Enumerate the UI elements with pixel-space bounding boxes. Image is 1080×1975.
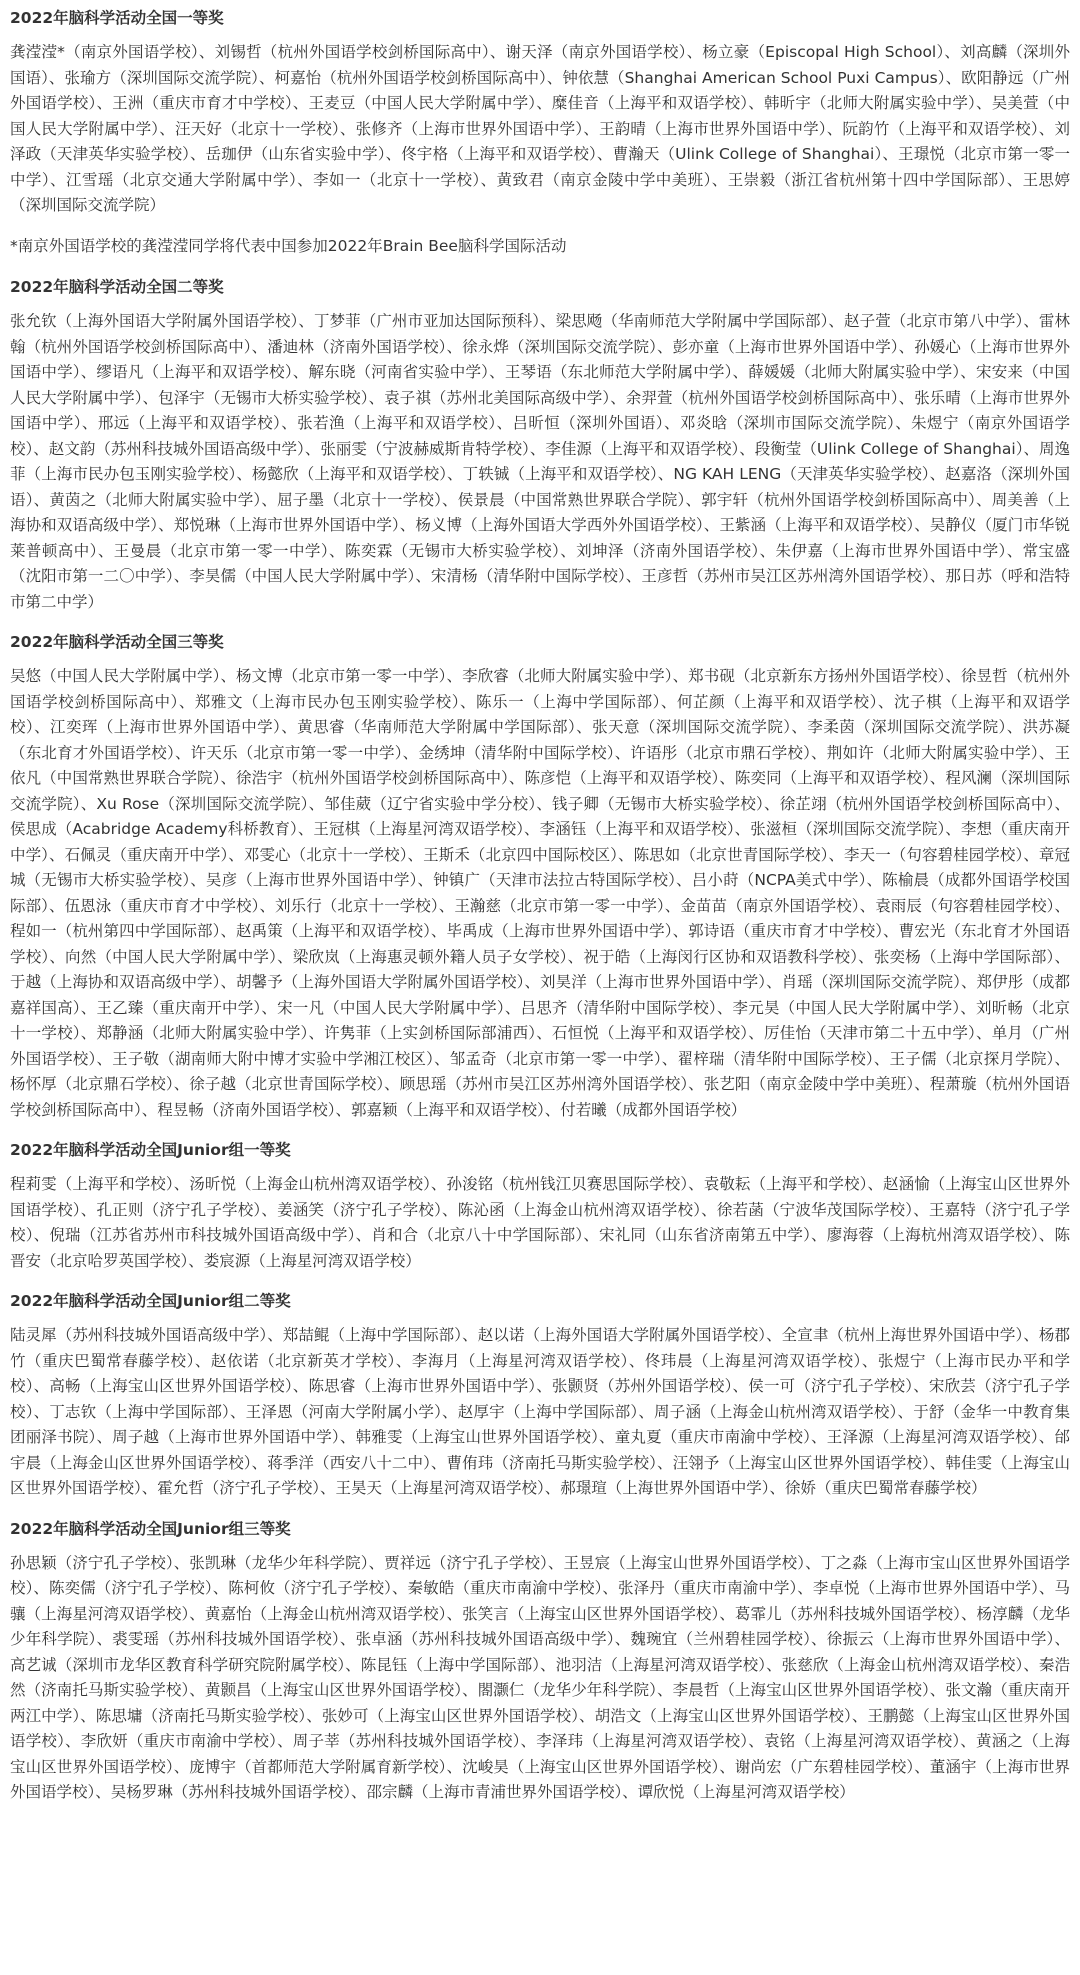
winner-list: 龚滢滢*（南京外国语学校）、刘锡哲（杭州外国语学校剑桥国际高中）、谢天泽（南京外国语学校）、杨立豪（Episcopal High School）、刘高麟（深圳外国语）、张瑜方（深圳国际交流学院）、柯嘉怡（杭州外国语学校剑桥国际高中）、钟依慧（Shanghai American School Puxi Campus）、欧阳静远（广州外国语学校）、王洲（重庆市育才中学校）、王麦豆（中国人民大学附属中学）、糜佳音（上海平和双语学校）、韩昕宇（北师大附属实验中学）、吴美萱（中国人民大学附属中学）、汪天好（北京十一学校）、张修齐（上海市世界外国语中学）、王韵晴（上海市世界外国语中学）、阮韵竹（上海平和双语学校）、刘泽政（天津英华实验学校）、岳珈伊（山东省实验中学）、佟宇格（上海平和双语学校）、曹瀚天（Ulink College of Shanghai）、王璟悦（北京市第一零一中学）、江雪瑶（北京交通大学附属中学）、李如一（北京十一学校）、黄致君（南京金陵中学中美班）、王崇毅（浙江省杭州第十四中学国际部）、王思婷（深圳国际交流学院）: [10, 43, 1070, 214]
section-junior-third-prize: [10, 1517, 1070, 1806]
winner-list: 程莉雯（上海平和学校）、汤昕悦（上海金山杭州湾双语学校）、孙浚铭（杭州钱江贝赛思国际学校）、袁敬耘（上海平和学校）、赵涵愉（上海宝山区世界外国语学校）、孔正则（济宁孔子学校）、姜涵笑（济宁孔子学校）、陈沁函（上海金山杭州湾双语学校）、徐若菡（宁波华茂国际学校）、王嘉特（济宁孔子学校）、倪瑞（江苏省苏州市科技城外国语高级中学）、肖和合（北京八十中学国际部）、宋礼同（山东省济南第五中学）、廖海蓉（上海杭州湾双语学校）、陈晋安（北京哈罗英国学校）、娄宸源（上海星河湾双语学校）: [10, 1175, 1070, 1270]
section-heading: 2022年脑科学活动全国Junior组二等奖: [10, 1292, 291, 1310]
section-junior-second-prize: [10, 1289, 1070, 1502]
section-heading: 2022年脑科学活动全国三等奖: [10, 633, 224, 651]
section-second-prize: [10, 275, 1070, 615]
section-third-prize: [10, 630, 1070, 1123]
winner-list: 陆灵犀（苏州科技城外国语高级中学）、郑喆鲲（上海中学国际部）、赵以诺（上海外国语大学附属外国语学校）、全宣聿（杭州上海世界外国语中学）、杨郡竹（重庆巴蜀常春藤学校）、赵依诺（北京新英才学校）、李海月（上海星河湾双语学校）、佟玮晨（上海星河湾双语学校）、张煜宁（上海市民办平和学校）、高畅（上海宝山区世界外国语学校）、陈思睿（上海市世界外国语中学）、张颢贤（苏州外国语学校）、侯一可（济宁孔子学校）、宋欣芸（济宁孔子学校）、丁志钦（上海中学国际部）、王泽恩（河南大学附属小学）、赵厚宇（上海中学国际部）、周子涵（上海金山杭州湾双语学校）、于舒（金华一中教育集团丽泽书院）、周子越（上海市世界外国语中学）、韩雅雯（上海宝山世界外国语学校）、童丸夏（重庆市南渝中学校）、王泽源（上海星河湾双语学校）、邰宇晨（上海金山区世界外国语学校）、蒋季洋（西安八十二中）、曹侑玮（济南托马斯实验学校）、汪翎予（上海宝山区世界外国语学校）、韩佳雯（上海宝山区世界外国语学校）、霍允哲（济宁孔子学校）、王昊天（上海星河湾双语学校）、郝璟瑄（上海世界外国语中学）、徐娇（重庆巴蜀常春藤学校）: [10, 1326, 1070, 1497]
section-first-prize: [10, 6, 1070, 219]
section-heading: 2022年脑科学活动全国Junior组三等奖: [10, 1519, 291, 1538]
section-heading: 2022年脑科学活动全国一等奖: [10, 9, 224, 27]
section-heading: 2022年脑科学活动全国二等奖: [10, 278, 224, 296]
section-junior-first-prize: [10, 1138, 1070, 1274]
winner-list: 孙思颖（济宁孔子学校）、张凯琳（龙华少年科学院）、贾祥远（济宁孔子学校）、王昱宸（上海宝山世界外国语学校）、丁之淼（上海市宝山区世界外国语学校）、陈奕儒（济宁孔子学校）、陈柯攸（济宁孔子学校）、秦敏皓（重庆市南渝中学校）、张泽丹（重庆市南渝中学）、李卓悦（上海市世界外国语中学）、马骧（上海星河湾双语学校）、黄嘉怡（上海金山杭州湾双语学校）、张笑言（上海宝山区世界外国语学校）、葛霏儿（苏州科技城外国语学校）、杨淳麟（龙华少年科学院）、裘雯瑶（苏州科技城外国语学校）、张卓涵（苏州科技城外国语高级中学）、魏琬宜（兰州碧桂园学校）、徐振云（上海市世界外国语中学）、高艺诚（深圳市龙华区教育科学研究院附属学校）、陈昆钰（上海中学国际部）、池羽洁（上海星河湾双语学校）、张慈欣（上海金山杭州湾双语学校）、秦浩然（济南托马斯实验学校）、黄颢昌（上海宝山区世界外国语学校）、閤灏仁（龙华少年科学院）、李晨哲（上海宝山区世界外国语学校）、张文瀚（重庆南开两江中学）、陈思墉（济南托马斯实验学校）、张妙可（上海宝山区世界外国语学校）、胡浩文（上海宝山区世界外国语学校）、王鹏懿（上海宝山区世界外国语学校）、李欣妍（重庆市南渝中学校）、周子莘（苏州科技城外国语学校）、李泽玮（上海星河湾双语学校）、袁铭（上海星河湾双语学校）、黄涵之（上海宝山区世界外国语学校）、庞博宇（首都师范大学附属育新学校）、沈峻昊（上海宝山区世界外国语学校）、谢尚宏（广东碧桂园学校）、董涵宇（上海市世界外国语学校）、吴杨罗琳（苏州科技城外国语学校）、邵宗麟（上海市青浦世界外国语学校）、谭欣悦（上海星河湾双语学校）: [10, 1553, 1070, 1801]
representative-note: *南京外国语学校的龚滢滢同学将代表中国参加2022年Brain Bee脑科学国际活动: [10, 236, 567, 255]
section-heading: 2022年脑科学活动全国Junior组一等奖: [10, 1141, 291, 1159]
winner-list: 吴悠（中国人民大学附属中学）、杨文博（北京市第一零一中学）、李欣睿（北师大附属实验中学）、郑书砚（北京新东方扬州外国语学校）、徐昱哲（杭州外国语学校剑桥国际高中）、郑雅文（上海市民办包玉刚实验学校）、陈乐一（上海中学国际部）、何芷颜（上海平和双语学校）、沈子棋（上海平和双语学校）、江奕珲（上海市世界外国语中学）、黄思睿（华南师范大学附属中学国际部）、张天意（深圳国际交流学院）、李柔茵（深圳国际交流学院）、洪苏凝（东北育才外国语学校）、许天乐（北京市第一零一中学）、金绣坤（清华附中国际学校）、许语彤（北京市鼎石学校）、荆如许（北师大附属实验中学）、王依凡（中国常熟世界联合学院）、徐浩宇（杭州外国语学校剑桥国际高中）、陈彦恺（上海平和双语学校）、陈奕同（上海平和双语学校）、程风澜（深圳国际交流学院）、Xu Rose（深圳国际交流学院）、邹佳葳（辽宁省实验中学分校）、钱子卿（无锡市大桥实验学校）、徐芷翊（杭州外国语学校剑桥国际高中）、侯思成（Acabridge Academy科桥教育）、王冠棋（上海星河湾双语学校）、李涵钰（上海平和双语学校）、张滋桓（深圳国际交流学院）、李想（重庆南开中学）、石佩灵（重庆南开中学）、邓雯心（北京十一学校）、王斯禾（北京四中国际校区）、陈思如（北京世青国际学校）、李天一（句容碧桂园学校）、章冠城（无锡市大桥实验学校）、吴彦（上海市世界外国语中学）、钟镇广（天津市法拉古特国际学校）、吕小莳（NCPA美式中学）、陈榆晨（成都外国语学校国际部）、伍恩泳（重庆市育才中学校）、刘乐行（北京十一学校）、王瀚慈（北京市第一零一中学）、金苗苗（南京外国语学校）、袁雨辰（句容碧桂园学校）、程如一（杭州第四中学国际部）、赵禹策（上海平和双语学校）、毕禹成（上海市世界外国语中学）、郭诗语（重庆市育才中学校）、曹宏光（东北育才外国语学校）、向然（中国人民大学附属中学）、梁欣岚（上海惠灵顿外籍人员子女学校）、祝于皓（上海闵行区协和双语教科学校）、张奕杨（上海中学国际部）、于越（上海协和双语高级中学）、胡馨予（上海外国语大学附属外国语学校）、刘昊洋（上海市世界外国语中学）、肖瑶（深圳国际交流学院）、郑伊彤（成都嘉祥国高）、王乙臻（重庆南开中学）、宋一凡（中国人民大学附属中学）、吕思齐（清华附中国际学校）、李元昊（中国人民大学附属中学）、刘昕畅（北京十一学校）、郑静涵（北师大附属实验中学）、许隽菲（上实剑桥国际部浦西）、石恒悦（上海平和双语学校）、厉佳怡（天津市第二十五中学）、单月（广州外国语学校）、王子敬（湖南师大附中博才实验中学湘江校区）、邹孟奇（北京市第一零一中学）、翟梓瑞（清华附中国际学校）、王子儒（北京探月学院）、杨怀厚（北京鼎石学校）、徐子越（北京世青国际学校）、顾思瑶（苏州市吴江区苏州湾外国语学校）、张艺阳（南京金陵中学中美班）、程萧璇（杭州外国语学校剑桥国际高中）、程昱畅（济南外国语学校）、郭嘉颖（上海平和双语学校）、付若曦（成都外国语学校）: [10, 667, 1070, 1119]
winner-list: 张允钦（上海外国语大学附属外国语学校）、丁梦菲（广州市亚加达国际预科）、梁思飏（华南师范大学附属中学国际部）、赵子萱（北京市第八中学）、雷林翰（杭州外国语学校剑桥国际高中）、潘迪林（济南外国语学校）、徐永烨（深圳国际交流学院）、彭亦童（上海市世界外国语中学）、孙媛心（上海市世界外国语中学）、缪语凡（上海平和双语学校）、解东晓（河南省实验中学）、王琴语（东北师范大学附属中学）、薛媛媛（北师大附属实验中学）、宋安来（中国人民大学附属中学）、包泽宇（无锡市大桥实验学校）、袁子祺（苏州北美国际高级中学）、余羿萱（杭州外国语学校剑桥国际高中）、张乐晴（上海市世界外国语中学）、邢远（上海平和双语学校）、张若渔（上海平和双语学校）、吕昕恒（深圳外国语）、邓炎晗（深圳市国际交流学院）、朱煜宁（南京外国语学校）、赵文韵（苏州科技城外国语高级中学）、张丽雯（宁波赫威斯肯特学校）、李佳源（上海平和双语学校）、段衡莹（Ulink College of Shanghai）、周逸菲（上海市民办包玉刚实验学校）、杨懿欣（上海平和双语学校）、丁轶铖（上海平和双语学校）、NG KAH LENG（天津英华实验学校）、赵嘉洛（深圳外国语）、黄茵之（北师大附属实验中学）、屈子墨（北京十一学校）、侯景晨（中国常熟世界联合学院）、郭宇轩（杭州外国语学校剑桥国际高中）、周美善（上海协和双语高级中学）、郑悦琳（上海市世界外国语中学）、杨义博（上海外国语大学西外外国语学校）、王紫涵（上海平和双语学校）、吴静仪（厦门市华锐莱普顿高中）、王曼晨（北京市第一零一中学）、陈奕霖（无锡市大桥实验学校）、刘坤泽（济南外国语学校）、朱伊嘉（上海市世界外国语中学）、常宝盛（沈阳市第一二〇中学）、李昊儒（中国人民大学附属中学）、宋清杨（清华附中国际学校）、王彦哲（苏州市吴江区苏州湾外国语学校）、那日苏（呼和浩特市第二中学）: [10, 312, 1070, 611]
